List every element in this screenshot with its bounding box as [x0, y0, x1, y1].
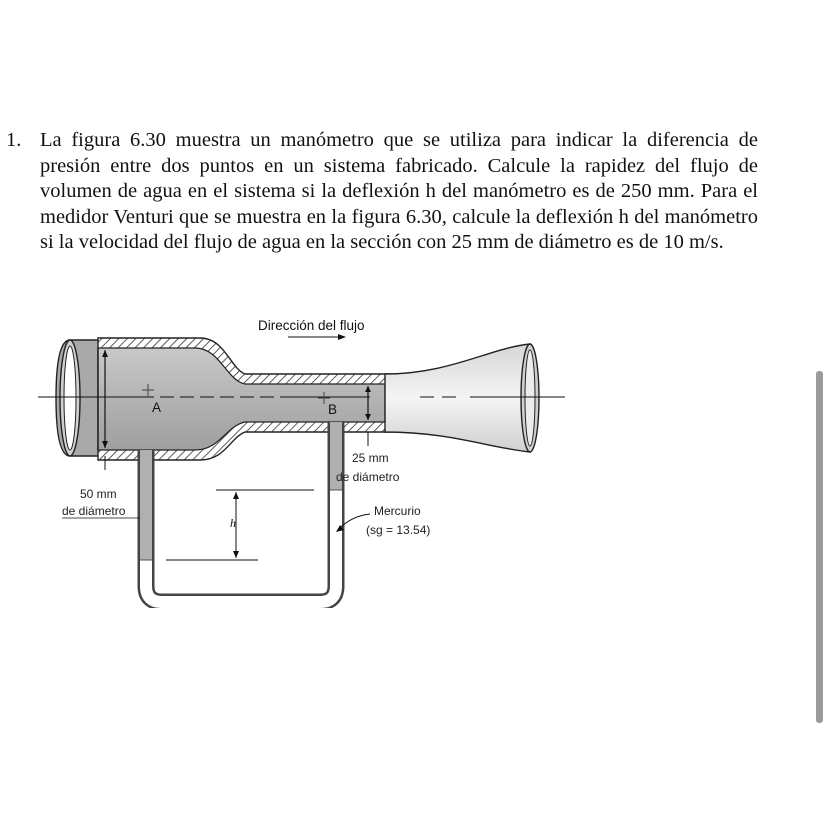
large-diameter-value: 50 mm: [80, 487, 117, 501]
mercury-sg: (sg = 13.54): [366, 523, 431, 537]
small-diameter-value: 25 mm: [352, 451, 389, 465]
problem-number: 1.: [6, 129, 22, 151]
small-diameter-unit: de diámetro: [336, 470, 400, 484]
outlet-pipe: [385, 344, 539, 452]
deflection-symbol: h: [230, 516, 236, 530]
point-a-label: A: [152, 400, 162, 415]
vertical-scrollbar[interactable]: [816, 371, 823, 723]
flow-direction-label: Dirección del flujo: [258, 318, 365, 333]
large-diameter-unit: de diámetro: [62, 504, 126, 518]
inlet-pipe: [56, 340, 102, 456]
mercury-label: Mercurio: [374, 504, 421, 518]
problem-text: La figura 6.30 muestra un manómetro que se utiliza para indicar la diferencia de presión entre dos puntos en un sistema fabricado. Calcule la rapidez del flujo de volumen de agua en el sistema si la deflexión h del manómetro es de 250 mm. Para el medidor Venturi que se muestra en la figura 6.30, calcule la deflexión h del manómetro si la velocidad del flujo de agua en la sección con 25 mm de diámetro es de 10 m/s.: [40, 129, 758, 253]
venturi-manometer-figure: [30, 308, 570, 608]
problem-statement: [6, 128, 758, 256]
flow-direction-arrow: [288, 334, 346, 340]
point-b-label: B: [328, 402, 338, 417]
deflection-dimension: [166, 490, 314, 560]
